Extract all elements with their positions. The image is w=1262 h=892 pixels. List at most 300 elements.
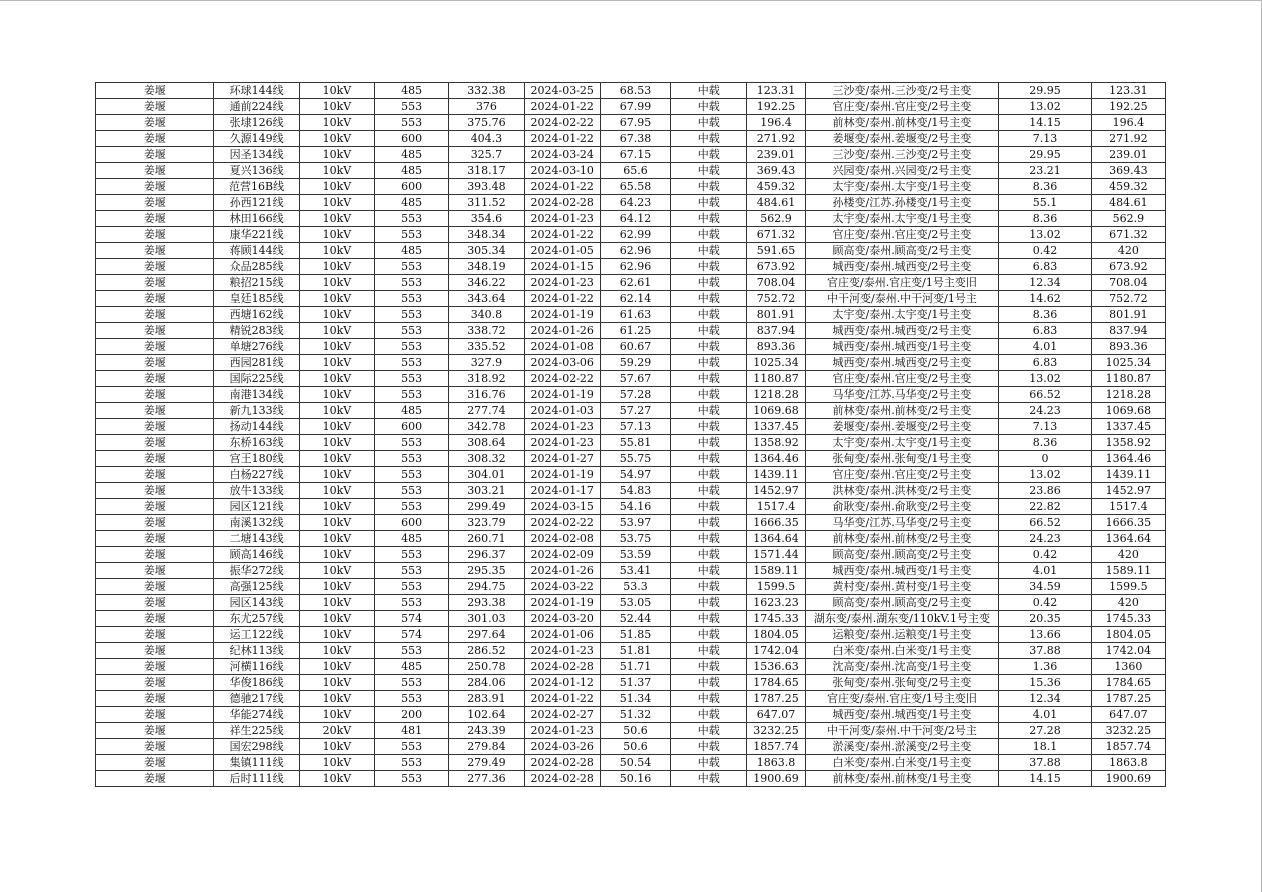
load-rate-cell: 57.13: [600, 419, 670, 435]
max-current-cell: 308.64: [449, 435, 524, 451]
max-current-cell: 316.76: [449, 387, 524, 403]
value-b-cell: 192.25: [1091, 99, 1165, 115]
region-cell: 姜堰: [96, 227, 214, 243]
table-row: [96, 131, 1166, 147]
rated-current-cell: 553: [375, 771, 449, 787]
load-level-cell: 中载: [671, 579, 747, 595]
value-b-cell: 1337.45: [1091, 419, 1165, 435]
table-row: [96, 195, 1166, 211]
rated-current-cell: 553: [375, 563, 449, 579]
voltage-cell: 10kV: [299, 99, 374, 115]
value-b-cell: 1452.97: [1091, 483, 1165, 499]
capacity-cell: 15.36: [999, 675, 1091, 691]
value-cell: 562.9: [747, 211, 805, 227]
rated-current-cell: 553: [375, 739, 449, 755]
table-row: [96, 739, 1166, 755]
line-name-cell: 园区143线: [214, 595, 299, 611]
transformer-cell: 黄村变/泰州.黄村变/1号主变: [805, 579, 999, 595]
capacity-cell: 14.62: [999, 291, 1091, 307]
value-b-cell: 271.92: [1091, 131, 1165, 147]
table-row: [96, 435, 1166, 451]
line-name-cell: 集镇111线: [214, 755, 299, 771]
region-cell: 姜堰: [96, 419, 214, 435]
load-rate-cell: 62.99: [600, 227, 670, 243]
capacity-cell: 13.66: [999, 627, 1091, 643]
transformer-cell: 洪林变/泰州.洪林变/2号主变: [805, 483, 999, 499]
transformer-cell: 顾高变/泰州.顾高变/2号主变: [805, 243, 999, 259]
rated-current-cell: 553: [375, 547, 449, 563]
value-cell: 591.65: [747, 243, 805, 259]
capacity-cell: 4.01: [999, 563, 1091, 579]
voltage-cell: 10kV: [299, 611, 374, 627]
region-cell: 姜堰: [96, 259, 214, 275]
voltage-cell: 10kV: [299, 739, 374, 755]
table-row: [96, 451, 1166, 467]
line-name-cell: 纪林113线: [214, 643, 299, 659]
value-b-cell: 1439.11: [1091, 467, 1165, 483]
voltage-cell: 10kV: [299, 355, 374, 371]
value-b-cell: 1857.74: [1091, 739, 1165, 755]
max-current-cell: 299.49: [449, 499, 524, 515]
table-row: [96, 723, 1166, 739]
voltage-cell: 10kV: [299, 227, 374, 243]
load-rate-cell: 50.54: [600, 755, 670, 771]
rated-current-cell: 553: [375, 483, 449, 499]
load-rate-cell: 65.6: [600, 163, 670, 179]
voltage-cell: 10kV: [299, 179, 374, 195]
capacity-cell: 37.88: [999, 755, 1091, 771]
voltage-cell: 10kV: [299, 131, 374, 147]
table-row: [96, 707, 1166, 723]
rated-current-cell: 485: [375, 83, 449, 99]
capacity-cell: 6.83: [999, 355, 1091, 371]
line-name-cell: 众品285线: [214, 259, 299, 275]
voltage-cell: 10kV: [299, 291, 374, 307]
region-cell: 姜堰: [96, 739, 214, 755]
value-b-cell: 1180.87: [1091, 371, 1165, 387]
rated-current-cell: 485: [375, 195, 449, 211]
date-cell: 2024-03-20: [524, 611, 600, 627]
rated-current-cell: 553: [375, 675, 449, 691]
voltage-cell: 10kV: [299, 403, 374, 419]
table-row: [96, 579, 1166, 595]
rated-current-cell: 553: [375, 211, 449, 227]
transformer-cell: 官庄变/泰州.官庄变/1号主变旧: [805, 691, 999, 707]
max-current-cell: 296.37: [449, 547, 524, 563]
value-b-cell: 708.04: [1091, 275, 1165, 291]
value-cell: 1571.44: [747, 547, 805, 563]
value-b-cell: 752.72: [1091, 291, 1165, 307]
load-rate-cell: 67.15: [600, 147, 670, 163]
max-current-cell: 348.34: [449, 227, 524, 243]
value-cell: 1745.33: [747, 611, 805, 627]
table-row: [96, 307, 1166, 323]
date-cell: 2024-02-28: [524, 755, 600, 771]
rated-current-cell: 481: [375, 723, 449, 739]
load-rate-cell: 53.75: [600, 531, 670, 547]
date-cell: 2024-01-23: [524, 275, 600, 291]
value-cell: 3232.25: [747, 723, 805, 739]
rated-current-cell: 553: [375, 643, 449, 659]
transformer-cell: 前林变/泰州.前林变/1号主变: [805, 115, 999, 131]
load-level-cell: 中载: [671, 467, 747, 483]
load-rate-cell: 55.81: [600, 435, 670, 451]
feeder-load-table: [95, 82, 1166, 787]
capacity-cell: 23.21: [999, 163, 1091, 179]
load-level-cell: 中载: [671, 115, 747, 131]
value-cell: 1218.28: [747, 387, 805, 403]
region-cell: 姜堰: [96, 83, 214, 99]
transformer-cell: 姜堰变/泰州.姜堰变/2号主变: [805, 131, 999, 147]
transformer-cell: 兴园变/泰州.兴园变/2号主变: [805, 163, 999, 179]
capacity-cell: 24.23: [999, 403, 1091, 419]
table-row: [96, 675, 1166, 691]
date-cell: 2024-02-28: [524, 771, 600, 787]
transformer-cell: 官庄变/泰州.官庄变/1号主变旧: [805, 275, 999, 291]
value-b-cell: 484.61: [1091, 195, 1165, 211]
rated-current-cell: 485: [375, 403, 449, 419]
region-cell: 姜堰: [96, 291, 214, 307]
region-cell: 姜堰: [96, 307, 214, 323]
line-name-cell: 后时111线: [214, 771, 299, 787]
table-row: [96, 339, 1166, 355]
load-rate-cell: 61.25: [600, 323, 670, 339]
voltage-cell: 10kV: [299, 563, 374, 579]
region-cell: 姜堰: [96, 723, 214, 739]
load-level-cell: 中载: [671, 595, 747, 611]
value-cell: 459.32: [747, 179, 805, 195]
load-rate-cell: 57.27: [600, 403, 670, 419]
transformer-cell: 官庄变/泰州.官庄变/2号主变: [805, 99, 999, 115]
value-b-cell: 420: [1091, 595, 1165, 611]
load-rate-cell: 68.53: [600, 83, 670, 99]
capacity-cell: 29.95: [999, 83, 1091, 99]
value-b-cell: 1784.65: [1091, 675, 1165, 691]
rated-current-cell: 600: [375, 419, 449, 435]
table-row: [96, 755, 1166, 771]
table-row: [96, 259, 1166, 275]
line-name-cell: 久源149线: [214, 131, 299, 147]
value-b-cell: 1025.34: [1091, 355, 1165, 371]
capacity-cell: 6.83: [999, 259, 1091, 275]
load-rate-cell: 67.95: [600, 115, 670, 131]
rated-current-cell: 553: [375, 451, 449, 467]
date-cell: 2024-01-05: [524, 243, 600, 259]
load-rate-cell: 55.75: [600, 451, 670, 467]
capacity-cell: 66.52: [999, 515, 1091, 531]
value-b-cell: 1589.11: [1091, 563, 1165, 579]
region-cell: 姜堰: [96, 147, 214, 163]
load-level-cell: 中载: [671, 259, 747, 275]
max-current-cell: 323.79: [449, 515, 524, 531]
max-current-cell: 293.38: [449, 595, 524, 611]
voltage-cell: 10kV: [299, 499, 374, 515]
date-cell: 2024-02-27: [524, 707, 600, 723]
max-current-cell: 404.3: [449, 131, 524, 147]
load-rate-cell: 62.96: [600, 243, 670, 259]
date-cell: 2024-03-25: [524, 83, 600, 99]
load-level-cell: 中载: [671, 563, 747, 579]
voltage-cell: 10kV: [299, 83, 374, 99]
region-cell: 姜堰: [96, 339, 214, 355]
transformer-cell: 城西变/泰州.城西变/2号主变: [805, 355, 999, 371]
region-cell: 姜堰: [96, 707, 214, 723]
value-b-cell: 1745.33: [1091, 611, 1165, 627]
value-cell: 837.94: [747, 323, 805, 339]
voltage-cell: 10kV: [299, 435, 374, 451]
date-cell: 2024-01-27: [524, 451, 600, 467]
max-current-cell: 346.22: [449, 275, 524, 291]
date-cell: 2024-02-22: [524, 515, 600, 531]
date-cell: 2024-01-22: [524, 227, 600, 243]
value-b-cell: 673.92: [1091, 259, 1165, 275]
load-level-cell: 中载: [671, 99, 747, 115]
date-cell: 2024-01-23: [524, 435, 600, 451]
table-row: [96, 691, 1166, 707]
load-level-cell: 中载: [671, 371, 747, 387]
max-current-cell: 375.76: [449, 115, 524, 131]
line-name-cell: 振华272线: [214, 563, 299, 579]
transformer-cell: 城西变/泰州.城西变/1号主变: [805, 707, 999, 723]
table-row: [96, 355, 1166, 371]
max-current-cell: 338.72: [449, 323, 524, 339]
value-cell: 271.92: [747, 131, 805, 147]
capacity-cell: 4.01: [999, 339, 1091, 355]
transformer-cell: 张甸变/泰州.张甸变/2号主变: [805, 675, 999, 691]
rated-current-cell: 553: [375, 755, 449, 771]
transformer-cell: 俞耿变/泰州.俞耿变/2号主变: [805, 499, 999, 515]
load-rate-cell: 54.16: [600, 499, 670, 515]
date-cell: 2024-01-23: [524, 643, 600, 659]
line-name-cell: 南港134线: [214, 387, 299, 403]
region-cell: 姜堰: [96, 403, 214, 419]
transformer-cell: 城西变/泰州.城西变/2号主变: [805, 323, 999, 339]
region-cell: 姜堰: [96, 131, 214, 147]
voltage-cell: 10kV: [299, 275, 374, 291]
table-row: [96, 115, 1166, 131]
capacity-cell: 0.42: [999, 547, 1091, 563]
rated-current-cell: 574: [375, 611, 449, 627]
max-current-cell: 335.52: [449, 339, 524, 355]
value-b-cell: 1360: [1091, 659, 1165, 675]
transformer-cell: 前林变/泰州.前林变/2号主变: [805, 531, 999, 547]
value-b-cell: 1863.8: [1091, 755, 1165, 771]
line-name-cell: 德驰217线: [214, 691, 299, 707]
load-rate-cell: 53.41: [600, 563, 670, 579]
date-cell: 2024-02-08: [524, 531, 600, 547]
max-current-cell: 305.34: [449, 243, 524, 259]
date-cell: 2024-01-22: [524, 179, 600, 195]
max-current-cell: 301.03: [449, 611, 524, 627]
table-body: [96, 83, 1166, 787]
value-cell: 1364.46: [747, 451, 805, 467]
value-cell: 1358.92: [747, 435, 805, 451]
value-b-cell: 1599.5: [1091, 579, 1165, 595]
load-rate-cell: 50.6: [600, 739, 670, 755]
value-cell: 192.25: [747, 99, 805, 115]
capacity-cell: 20.35: [999, 611, 1091, 627]
voltage-cell: 10kV: [299, 387, 374, 403]
rated-current-cell: 553: [375, 275, 449, 291]
value-b-cell: 1358.92: [1091, 435, 1165, 451]
max-current-cell: 279.84: [449, 739, 524, 755]
load-rate-cell: 60.67: [600, 339, 670, 355]
transformer-cell: 白米变/泰州.白米变/1号主变: [805, 643, 999, 659]
rated-current-cell: 574: [375, 627, 449, 643]
table-row: [96, 371, 1166, 387]
voltage-cell: 10kV: [299, 547, 374, 563]
region-cell: 姜堰: [96, 435, 214, 451]
max-current-cell: 327.9: [449, 355, 524, 371]
transformer-cell: 太宇变/泰州.太宇变/1号主变: [805, 435, 999, 451]
load-level-cell: 中载: [671, 691, 747, 707]
capacity-cell: 7.13: [999, 419, 1091, 435]
value-cell: 673.92: [747, 259, 805, 275]
rated-current-cell: 553: [375, 291, 449, 307]
value-cell: 647.07: [747, 707, 805, 723]
date-cell: 2024-01-17: [524, 483, 600, 499]
value-cell: 1589.11: [747, 563, 805, 579]
max-current-cell: 279.49: [449, 755, 524, 771]
capacity-cell: 4.01: [999, 707, 1091, 723]
voltage-cell: 10kV: [299, 243, 374, 259]
region-cell: 姜堰: [96, 355, 214, 371]
table-row: [96, 467, 1166, 483]
max-current-cell: 393.48: [449, 179, 524, 195]
line-name-cell: 祥生225线: [214, 723, 299, 739]
load-rate-cell: 62.14: [600, 291, 670, 307]
load-rate-cell: 53.3: [600, 579, 670, 595]
max-current-cell: 243.39: [449, 723, 524, 739]
voltage-cell: 10kV: [299, 323, 374, 339]
value-b-cell: 562.9: [1091, 211, 1165, 227]
capacity-cell: 13.02: [999, 227, 1091, 243]
date-cell: 2024-01-19: [524, 595, 600, 611]
region-cell: 姜堰: [96, 163, 214, 179]
region-cell: 姜堰: [96, 595, 214, 611]
value-b-cell: 801.91: [1091, 307, 1165, 323]
value-b-cell: 1666.35: [1091, 515, 1165, 531]
transformer-cell: 张甸变/泰州.张甸变/1号主变: [805, 451, 999, 467]
transformer-cell: 运粮变/泰州.运粮变/1号主变: [805, 627, 999, 643]
voltage-cell: 10kV: [299, 531, 374, 547]
value-cell: 893.36: [747, 339, 805, 355]
load-rate-cell: 54.83: [600, 483, 670, 499]
rated-current-cell: 553: [375, 307, 449, 323]
load-rate-cell: 51.37: [600, 675, 670, 691]
table-row: [96, 531, 1166, 547]
date-cell: 2024-01-26: [524, 323, 600, 339]
load-level-cell: 中载: [671, 307, 747, 323]
rated-current-cell: 553: [375, 691, 449, 707]
value-b-cell: 1900.69: [1091, 771, 1165, 787]
date-cell: 2024-02-28: [524, 195, 600, 211]
region-cell: 姜堰: [96, 643, 214, 659]
capacity-cell: 55.1: [999, 195, 1091, 211]
max-current-cell: 348.19: [449, 259, 524, 275]
value-cell: 1784.65: [747, 675, 805, 691]
value-cell: 1804.05: [747, 627, 805, 643]
capacity-cell: 12.34: [999, 275, 1091, 291]
value-cell: 1666.35: [747, 515, 805, 531]
load-level-cell: 中载: [671, 435, 747, 451]
transformer-cell: 前林变/泰州.前林变/2号主变: [805, 403, 999, 419]
max-current-cell: 311.52: [449, 195, 524, 211]
table-row: [96, 419, 1166, 435]
load-rate-cell: 53.97: [600, 515, 670, 531]
load-rate-cell: 59.29: [600, 355, 670, 371]
load-rate-cell: 53.05: [600, 595, 670, 611]
line-name-cell: 南溪132线: [214, 515, 299, 531]
load-level-cell: 中载: [671, 419, 747, 435]
page-top-edge: [0, 0, 1262, 1]
rated-current-cell: 553: [375, 579, 449, 595]
max-current-cell: 343.64: [449, 291, 524, 307]
line-name-cell: 宫王180线: [214, 451, 299, 467]
capacity-cell: 8.36: [999, 307, 1091, 323]
load-rate-cell: 54.97: [600, 467, 670, 483]
value-cell: 1863.8: [747, 755, 805, 771]
capacity-cell: 66.52: [999, 387, 1091, 403]
load-level-cell: 中载: [671, 771, 747, 787]
load-level-cell: 中载: [671, 515, 747, 531]
capacity-cell: 37.88: [999, 643, 1091, 659]
date-cell: 2024-01-15: [524, 259, 600, 275]
value-b-cell: 837.94: [1091, 323, 1165, 339]
value-cell: 1439.11: [747, 467, 805, 483]
line-name-cell: 放牛133线: [214, 483, 299, 499]
region-cell: 姜堰: [96, 211, 214, 227]
value-cell: 752.72: [747, 291, 805, 307]
rated-current-cell: 600: [375, 131, 449, 147]
value-b-cell: 1364.46: [1091, 451, 1165, 467]
transformer-cell: 太宇变/泰州.太宇变/1号主变: [805, 211, 999, 227]
region-cell: 姜堰: [96, 627, 214, 643]
voltage-cell: 10kV: [299, 451, 374, 467]
date-cell: 2024-01-08: [524, 339, 600, 355]
table-row: [96, 83, 1166, 99]
table-row: [96, 147, 1166, 163]
region-cell: 姜堰: [96, 371, 214, 387]
date-cell: 2024-03-15: [524, 499, 600, 515]
table-row: [96, 611, 1166, 627]
line-name-cell: 国宏298线: [214, 739, 299, 755]
date-cell: 2024-01-23: [524, 723, 600, 739]
voltage-cell: 10kV: [299, 419, 374, 435]
voltage-cell: 10kV: [299, 579, 374, 595]
date-cell: 2024-02-09: [524, 547, 600, 563]
date-cell: 2024-03-26: [524, 739, 600, 755]
transformer-cell: 马华变/江苏.马华变/2号主变: [805, 387, 999, 403]
load-level-cell: 中载: [671, 355, 747, 371]
value-cell: 1623.23: [747, 595, 805, 611]
load-rate-cell: 57.67: [600, 371, 670, 387]
load-rate-cell: 50.6: [600, 723, 670, 739]
capacity-cell: 29.95: [999, 147, 1091, 163]
line-name-cell: 顾高146线: [214, 547, 299, 563]
line-name-cell: 白杨227线: [214, 467, 299, 483]
rated-current-cell: 485: [375, 163, 449, 179]
value-cell: 801.91: [747, 307, 805, 323]
capacity-cell: 27.28: [999, 723, 1091, 739]
line-name-cell: 西园281线: [214, 355, 299, 371]
date-cell: 2024-02-22: [524, 115, 600, 131]
line-name-cell: 新九133线: [214, 403, 299, 419]
capacity-cell: 0: [999, 451, 1091, 467]
max-current-cell: 376: [449, 99, 524, 115]
date-cell: 2024-01-26: [524, 563, 600, 579]
rated-current-cell: 200: [375, 707, 449, 723]
